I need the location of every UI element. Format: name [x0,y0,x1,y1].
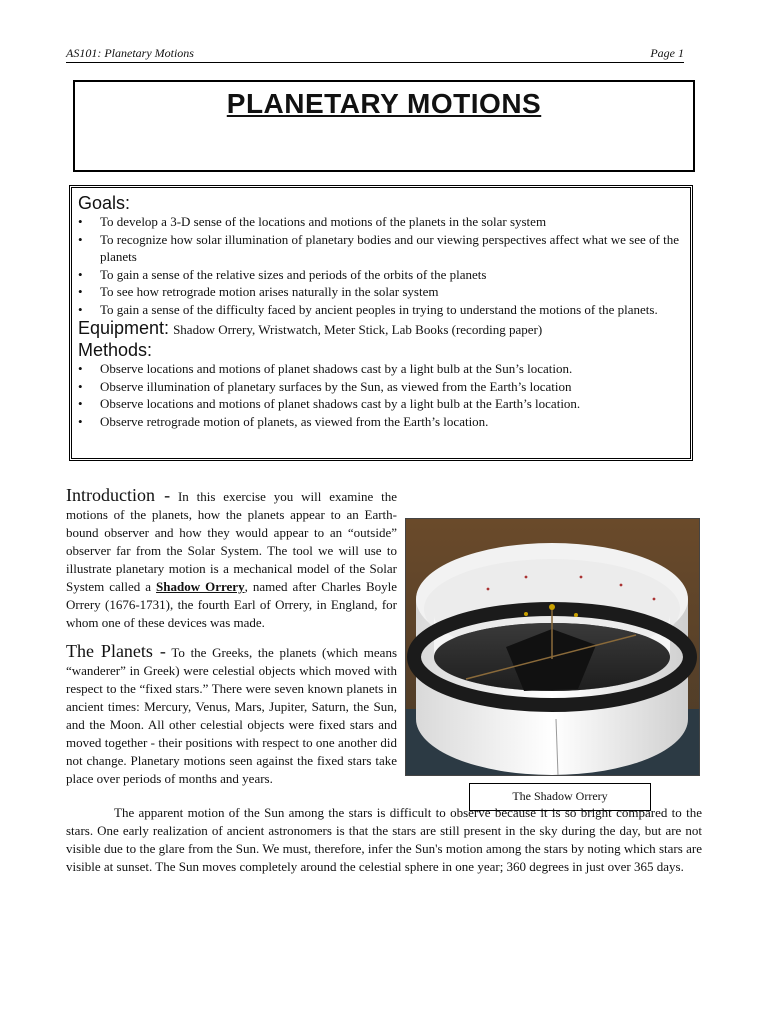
header-rule [66,62,684,63]
intro-text-a: In this exercise you will examine the motions of the planets, how the planets appear to an Earth-bound observer and how they would appear to an “outside” observer far from the Solar System. The tool we will use to illustrate planetary motion is a mechanical model of the Solar System called a [66,489,397,594]
figure-caption: The Shadow Orrery [469,783,651,811]
planets-heading: The Planets - [66,641,166,661]
page-title: PLANETARY MOTIONS [226,88,542,119]
sun-paragraph: The apparent motion of the Sun among the stars is difficult to observe because it is so bright compared to the stars. One early realization of ancient astronomers is that the stars are still present in the sky during the day, but are not visible due to the glare from the Sun. We must, therefore, infer the Sun's motion among the stars by noting which stars are visible at sunset. The Sun moves completely around the celestial sphere in one year; 360 degrees in just over 365 days. [66,805,702,874]
goals-list [78,213,684,318]
methods-list [78,360,684,430]
planets-text-2: Planetary motions seen against the fixed stars take place over periods of months and years. [66,753,398,786]
list-item: • To see how retrograde motion arises naturally in the solar system [78,283,684,301]
list-item: • To gain a sense of the difficulty faced by ancient peoples in trying to understand the motions of the planets. [78,301,684,319]
shadow-orrery-term: Shadow Orrery [156,579,245,594]
list-item: • Observe locations and motions of planet shadows cast by a light bulb at the Earth’s location. [78,395,684,413]
goals-box [69,185,693,461]
intro-heading: Introduction - [66,485,171,505]
methods-heading: Methods: [78,340,153,360]
list-item: • Observe locations and motions of planet shadows cast by a light bulb at the Sun’s location. [78,360,684,378]
list-item: • Observe illumination of planetary surfaces by the Sun, as viewed from the Earth’s location [78,378,684,396]
planets-text: To the Greeks, the planets (which means “wanderer” in Greek) were celestial objects which moved with respect to the “fixed stars.” There were seven known planets in ancient times: Mercury, Venus, Mars, Jupiter, Saturn, the Sun, and the Moon. All other celestial objects were fixed stars and moved together - their positions with respect to one another did not change. [66,645,398,768]
equipment-text: Shadow Orrery, Wristwatch, Meter Stick, Lab Books (recording paper) [173,322,543,337]
header-page-number: Page 1 [650,46,684,60]
photo-float-spacer [397,504,702,804]
body-text [66,486,702,876]
goals-heading: Goals: [78,193,131,213]
list-item: • Observe retrograde motion of planets, as viewed from the Earth’s location. [78,413,684,431]
list-item: • To recognize how solar illumination of planetary bodies and our viewing perspectives affect what we see of the planets [78,231,684,266]
equipment-heading: Equipment: [78,318,170,338]
list-item: • To develop a 3-D sense of the locations and motions of the planets in the solar system [78,213,684,231]
equipment-line [78,318,684,340]
title-box [73,80,695,172]
intro-text-b: , named after Charles Boyle Orrery (1676-1731), the fourth Earl of Orrery, in England, for whom one of these devices was made. [66,579,397,630]
list-item: • To gain a sense of the relative sizes and periods of the orbits of the planets [78,266,684,284]
header-course-title: AS101: Planetary Motions [66,46,194,60]
